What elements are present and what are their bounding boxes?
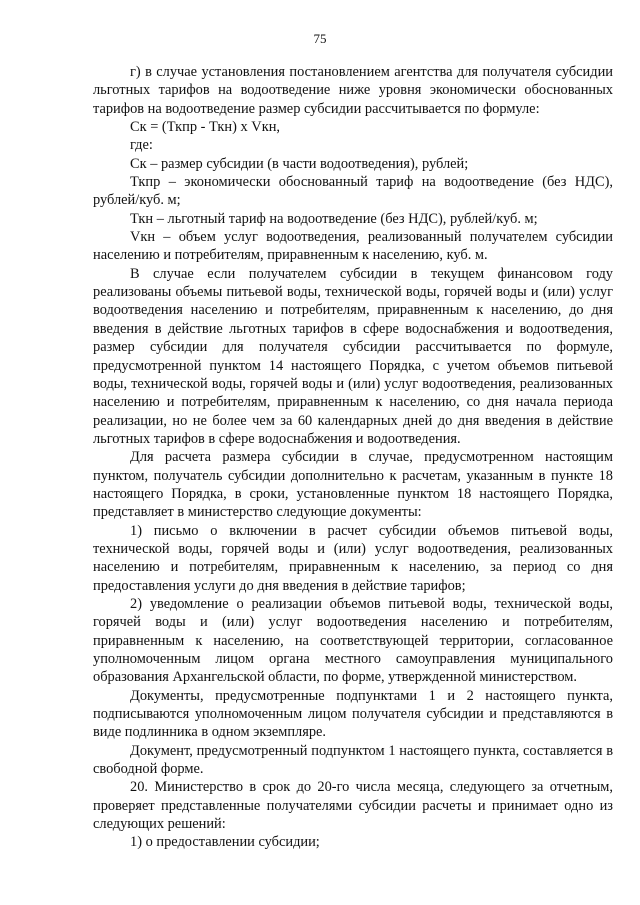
paragraph-doc2: 2) уведомление о реализации объемов питьевой воды, технической воды, горячей воды и (или) услуг водоотведения населению и потребителям, приравненным к населению, на соответствующей территории, согласованное уполномоченным лицом органа местного самоуправления муниципального образования Архангельской области, по форме, утвержденной министерством. bbox=[93, 595, 613, 686]
paragraph-p4: Документы, предусмотренные подпунктами 1 и 2 настоящего пункта, подписываются уполномоченным лицом получателя субсидии и представляются в виде подлинника в одном экземпляре. bbox=[93, 687, 613, 741]
paragraph-def-tkn: Ткн – льготный тариф на водоотведение (без НДС), рублей/куб. м; bbox=[130, 210, 538, 227]
paragraph-doc1: 1) письмо о включении в расчет субсидии объемов питьевой воды, технической воды, горячей воды и (или) услуг водоотведения, реализованных населению и потребителям, приравненным к населению, за период со дня предоставления услуги до дня введения в действие тарифов; bbox=[93, 522, 613, 594]
paragraph-dec1: 1) о предоставлении субсидии; bbox=[130, 834, 320, 851]
paragraph-p5: Документ, предусмотренный подпунктом 1 настоящего пункта, составляется в свободной форме. bbox=[93, 742, 613, 778]
paragraph-p3: Для расчета размера субсидии в случае, предусмотренном настоящим пунктом, получатель субсидии дополнительно к расчетам, указанным в пункте 18 настоящего Порядка, в сроки, установленные пунктом 18 настоящего Порядка, представляет в министерство следующие документы: bbox=[93, 449, 613, 521]
paragraph-p20: 20. Министерство в срок до 20-го числа месяца, следующего за отчетным, проверяет представленные получателями субсидии расчеты и принимает одно из следующих решений: bbox=[93, 779, 613, 833]
paragraph-p1: г) в случае установления постановлением агентства для получателя субсидии льготных тарифов на водоотведение ниже уровня экономически обоснованных тарифов на водоотведение размер субсидии рассчитывается по формуле: bbox=[93, 64, 613, 117]
paragraph-def-vkn: Vкн – объем услуг водоотведения, реализованный получателем субсидии населению и потребителям, приравненным к населению, куб. м. bbox=[93, 229, 613, 264]
paragraph-p2: В случае если получателем субсидии в текущем финансовом году реализованы объемы питьевой воды, технической воды, горячей воды и (или) услуг водоотведения населению и потребителям, приравненным к населению, до дня введения в действие льготных тарифов в сфере водоснабжения и водоотведения, размер субсидии для получателя субсидии рассчитывается по формуле, предусмотренной пунктом 14 настоящего Порядка, с учетом объемов питьевой воды, технической воды, горячей воды и (или) услуг водоотведения, реализованных населению и потребителям, приравненным к населению, со дня начала периода реализации, но не более чем за 60 календарных дней до дня введения в действие льготных тарифов в сфере водоснабжения и водоотведения. bbox=[93, 265, 613, 447]
page-number: 75 bbox=[313, 31, 327, 46]
paragraph-formula: Ск = (Ткпр - Ткн) х Vкн, bbox=[130, 119, 280, 136]
paragraph-def-sk: Ск – размер субсидии (в части водоотведения), рублей; bbox=[130, 155, 469, 172]
paragraph-def-tkpr: Ткпр – экономически обоснованный тариф на водоотведение (без НДС), рублей/куб. м; bbox=[93, 174, 613, 209]
paragraph-where: где: bbox=[130, 137, 153, 154]
document-body bbox=[93, 63, 613, 852]
